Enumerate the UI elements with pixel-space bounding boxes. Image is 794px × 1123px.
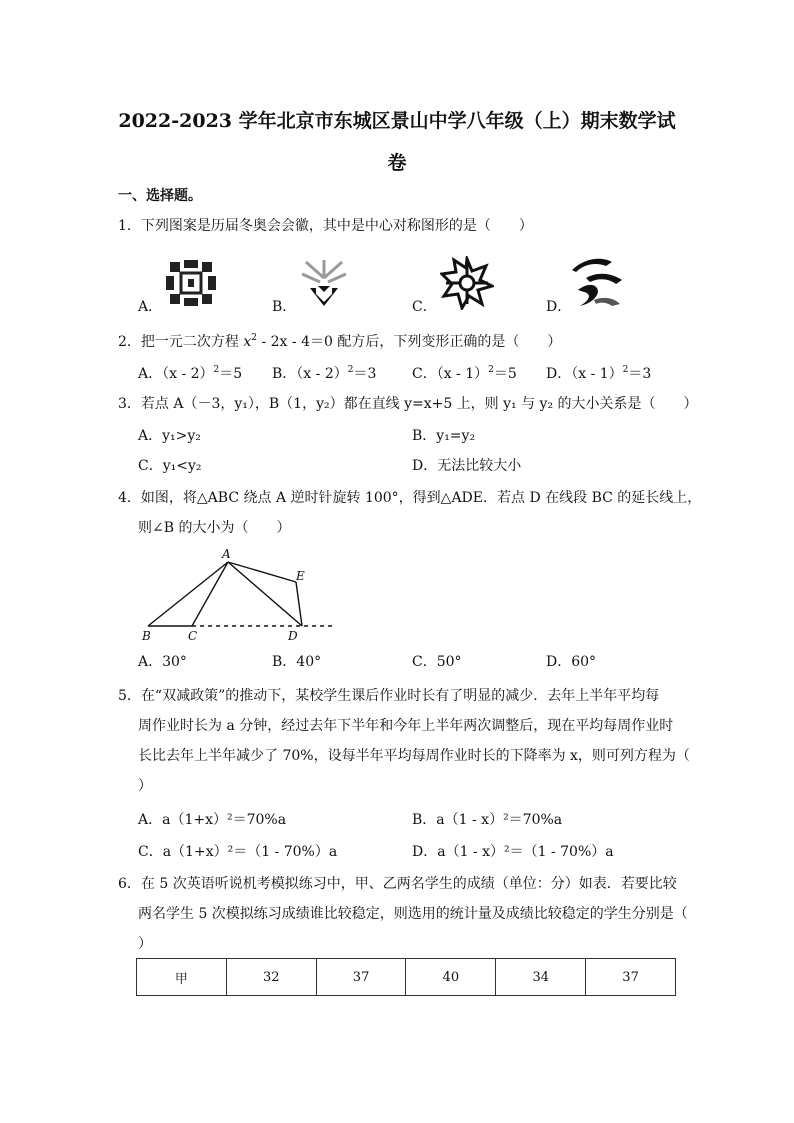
question-3-option-a: A．y₁>y₂: [138, 428, 201, 444]
point-b-label: B: [142, 629, 151, 643]
question-4-option-c: C．50°: [412, 654, 462, 670]
score-table: [136, 958, 676, 996]
page-title-continued: 卷: [387, 152, 407, 174]
point-a-label: A: [222, 547, 231, 561]
table-cell: 37: [316, 959, 406, 996]
geometry-figure: [136, 546, 346, 646]
question-5-option-d: D．a（1 - x）²＝（1 - 70%）a: [412, 844, 614, 860]
question-5-stem-line3: 长比去年上半年减少了 70%，设每半年平均每周作业时长的下降率为 x，则可列方程为（: [138, 748, 690, 764]
segment-ae: [228, 562, 296, 582]
olympic-emblem-b-icon: [296, 258, 352, 308]
section-heading: 一、选择题。: [118, 188, 202, 204]
question-3-stem: 3．若点 A（－3，y₁），B（1，y₂）都在直线 y=x+5 上，则 y₁ 与 y₂ 的大小关系是（ ）: [118, 396, 698, 412]
question-2-option-c: C．（x - 1）$^2$＝5: [412, 365, 517, 382]
question-4-option-d: D．60°: [546, 654, 597, 670]
segment-ab: [148, 562, 228, 626]
question-4-stem-line2: 则∠B 的大小为（ ）: [138, 520, 291, 536]
page-title: 2022-2023 学年北京市东城区景山中学八年级（上）期末数学试: [118, 110, 676, 132]
point-d-label: D: [288, 629, 298, 643]
question-6-stem-line3: ）: [138, 936, 152, 952]
olympic-emblem-c-icon: [440, 256, 494, 310]
question-2-stem: 2．把一元二次方程 $x^2 - 2x - 4=0$ 配方后，下列变形正确的是（ ）: [118, 333, 562, 350]
option-a-label: A．: [138, 299, 163, 315]
point-c-label: C: [188, 629, 198, 643]
table-cell: 34: [496, 959, 586, 996]
question-4-stem-line1: 4．如图，将△ABC 绕点 A 逆时针旋转 100°，得到△ADE．若点 D 在线段 BC 的延长线上，: [118, 490, 702, 506]
option-d-label: D．: [546, 299, 572, 315]
table-cell: 32: [226, 959, 316, 996]
option-b-label: B．: [272, 299, 297, 315]
question-5-stem-line2: 周作业时长为 a 分钟，经过去年下半年和今年上半年两次调整后，现在平均每周作业时: [138, 718, 674, 734]
table-cell-student: 甲: [137, 959, 227, 996]
question-4-option-b: B．40°: [272, 654, 322, 670]
question-2-option-b: B．（x - 2）$^2$＝3: [272, 365, 377, 382]
question-5-option-a: A．a（1+x）²＝70%a: [138, 812, 287, 828]
olympic-emblem-d-icon: [568, 256, 624, 310]
question-2-option-d: D．（x - 1）$^2$＝3: [546, 365, 652, 382]
question-5-option-c: C．a（1+x）²＝（1 - 70%）a: [138, 844, 338, 860]
question-1-stem: 1．下列图案是历届冬奥会会徽，其中是中心对称图形的是（ ）: [118, 218, 533, 234]
olympic-emblem-a-icon: [164, 258, 218, 308]
option-c-label: C．: [412, 299, 437, 315]
table-cell: 40: [406, 959, 496, 996]
question-3-option-c: C．y₁<y₂: [138, 458, 202, 474]
question-5-stem-line1: 5．在“双减政策”的推动下，某校学生课后作业时长有了明显的减少．去年上半年平均每: [118, 688, 660, 704]
question-2-option-a: A．（x - 2）$^2$＝5: [138, 365, 243, 382]
question-3-option-b: B．y₁=y₂: [412, 428, 476, 444]
question-4-option-a: A．30°: [138, 654, 187, 670]
question-5-stem-line4: ）: [138, 778, 152, 794]
question-5-option-b: B．a（1 - x）²＝70%a: [412, 812, 563, 828]
table-cell: 37: [586, 959, 676, 996]
question-6-stem-line2: 两名学生 5 次模拟练习成绩谁比较稳定，则选用的统计量及成绩比较稳定的学生分别是（: [138, 906, 688, 922]
question-3-option-d: D．无法比较大小: [412, 458, 522, 474]
table-row: [137, 959, 676, 996]
segment-ac: [192, 562, 228, 626]
segment-de: [296, 582, 302, 626]
segment-ad: [228, 562, 302, 626]
point-e-label: E: [296, 569, 305, 583]
question-6-stem-line1: 6．在 5 次英语听说机考模拟练习中，甲、乙两名学生的成绩（单位：分）如表．若要比较: [118, 876, 677, 892]
